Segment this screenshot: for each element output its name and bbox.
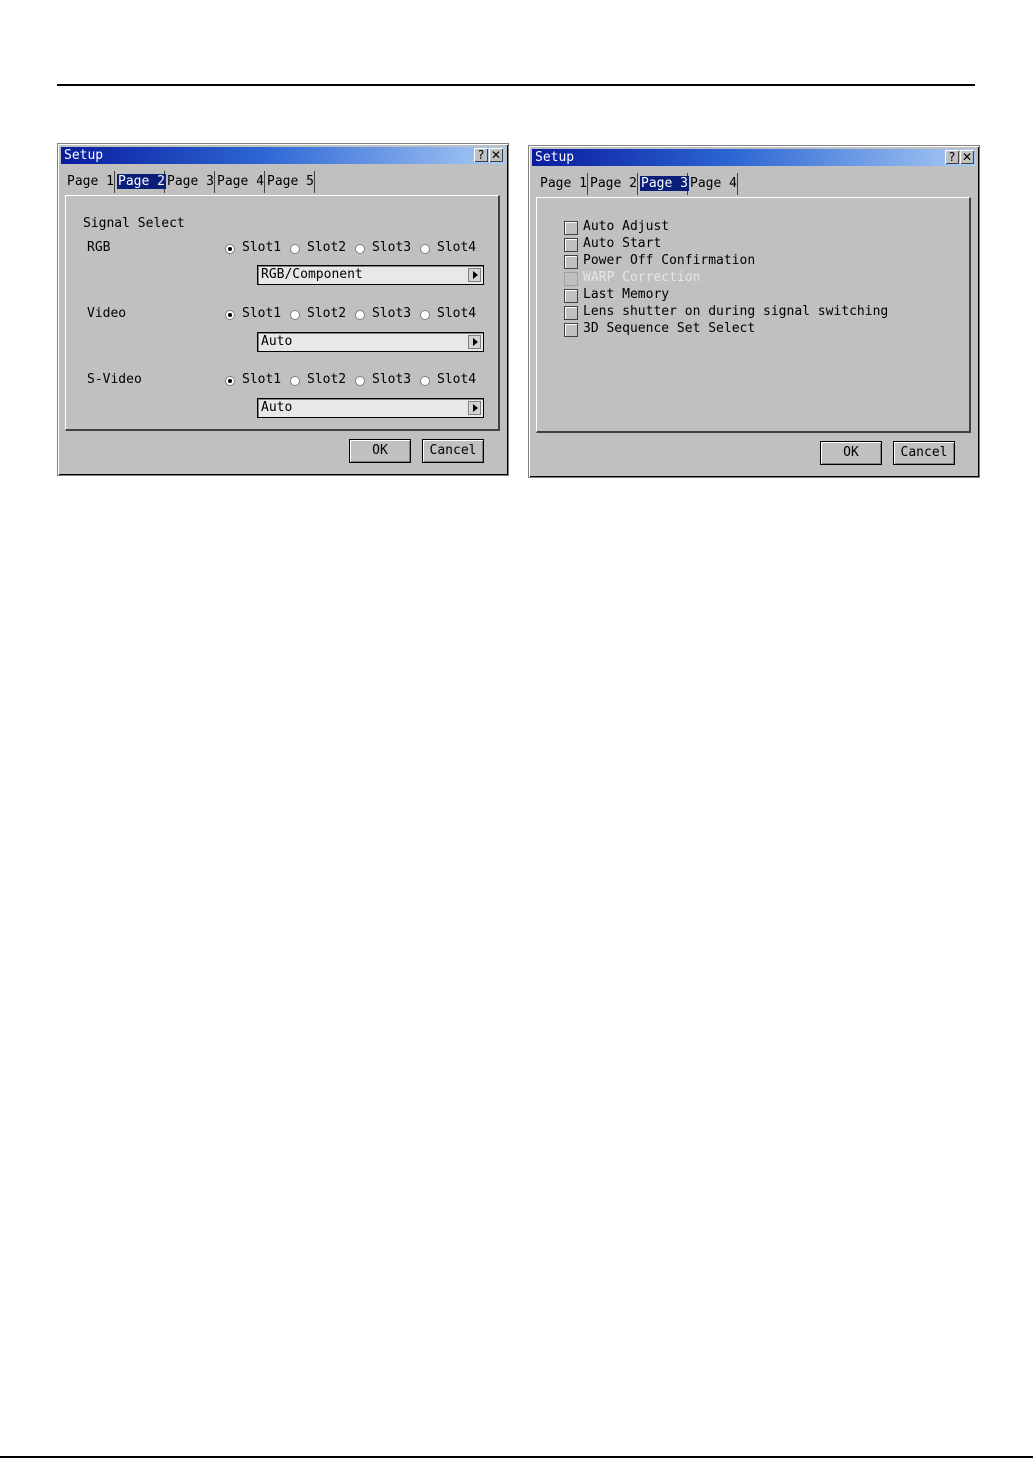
rgb-slot3-label: Slot3	[372, 240, 412, 255]
tab-page-3[interactable]: Page 3	[638, 173, 688, 195]
svideo-label: S-Video	[87, 372, 142, 387]
svideo-dropdown-value: Auto	[261, 400, 293, 415]
video-dropdown-value: Auto	[261, 334, 293, 349]
rgb-dropdown-value: RGB/Component	[261, 267, 363, 282]
auto-start-label: Auto Start	[583, 236, 662, 251]
3d-sequence-checkbox[interactable]	[564, 323, 578, 337]
video-slot3-radio[interactable]	[355, 310, 365, 320]
warp-correction-checkbox	[564, 272, 578, 286]
title-bar	[61, 147, 505, 164]
svideo-slot3-radio[interactable]	[355, 376, 365, 386]
svideo-slot4-label: Slot4	[437, 372, 477, 387]
video-signal-dropdown[interactable]	[257, 332, 484, 352]
rgb-slot1-radio[interactable]	[225, 244, 235, 254]
setup-dialog-page2	[57, 143, 509, 476]
tab-page-1[interactable]: Page 1	[538, 173, 588, 195]
help-icon[interactable]: ?	[474, 148, 488, 162]
svideo-slot4-radio[interactable]	[420, 376, 430, 386]
auto-adjust-checkbox[interactable]	[564, 221, 578, 235]
power-off-confirmation-checkbox[interactable]	[564, 255, 578, 269]
lens-shutter-label: Lens shutter on during signal switching	[583, 304, 889, 319]
bottom-rule	[0, 1456, 1033, 1458]
video-slot4-radio[interactable]	[420, 310, 430, 320]
rgb-slot4-radio[interactable]	[420, 244, 430, 254]
video-slot1-radio[interactable]	[225, 310, 235, 320]
rgb-slot2-radio[interactable]	[290, 244, 300, 254]
video-slot4-label: Slot4	[437, 306, 477, 321]
ok-button[interactable]: OK	[349, 439, 411, 463]
svideo-signal-dropdown[interactable]	[257, 398, 484, 418]
help-icon[interactable]: ?	[945, 150, 959, 164]
svideo-slot2-radio[interactable]	[290, 376, 300, 386]
svideo-slot2-label: Slot2	[307, 372, 347, 387]
top-rule	[57, 84, 975, 86]
section-title: Signal Select	[83, 216, 185, 231]
dialog-title: Setup	[64, 148, 104, 163]
cancel-button[interactable]: Cancel	[422, 439, 484, 463]
close-icon[interactable]: ✕	[961, 150, 973, 164]
dialog-title: Setup	[535, 150, 575, 165]
cancel-button[interactable]: Cancel	[893, 441, 955, 465]
tab-page-1[interactable]: Page 1	[65, 171, 115, 193]
tab-page-2[interactable]: Page 2	[115, 171, 165, 193]
tab-page-4[interactable]: Page 4	[215, 171, 265, 193]
video-slot2-label: Slot2	[307, 306, 347, 321]
setup-dialog-page3	[528, 145, 980, 478]
dropdown-arrow-icon[interactable]	[468, 268, 481, 282]
power-off-confirmation-label: Power Off Confirmation	[583, 253, 756, 268]
tab-page-5[interactable]: Page 5	[265, 171, 315, 193]
last-memory-label: Last Memory	[583, 287, 670, 302]
tab-panel	[65, 195, 500, 431]
tab-page-4[interactable]: Page 4	[688, 173, 738, 195]
tab-page-3[interactable]: Page 3	[165, 171, 215, 193]
video-slot3-label: Slot3	[372, 306, 412, 321]
svideo-slot1-radio[interactable]	[225, 376, 235, 386]
dropdown-arrow-icon[interactable]	[468, 401, 481, 415]
rgb-slot2-label: Slot2	[307, 240, 347, 255]
tab-panel	[536, 197, 971, 433]
tab-page-2[interactable]: Page 2	[588, 173, 638, 195]
auto-adjust-label: Auto Adjust	[583, 219, 670, 234]
svideo-slot3-label: Slot3	[372, 372, 412, 387]
lens-shutter-checkbox[interactable]	[564, 306, 578, 320]
rgb-label: RGB	[87, 240, 111, 255]
video-slot1-label: Slot1	[242, 306, 282, 321]
rgb-slot1-label: Slot1	[242, 240, 282, 255]
last-memory-checkbox[interactable]	[564, 289, 578, 303]
svideo-slot1-label: Slot1	[242, 372, 282, 387]
3d-sequence-label: 3D Sequence Set Select	[583, 321, 756, 336]
auto-start-checkbox[interactable]	[564, 238, 578, 252]
dropdown-arrow-icon[interactable]	[468, 335, 481, 349]
video-label: Video	[87, 306, 127, 321]
ok-button[interactable]: OK	[820, 441, 882, 465]
close-icon[interactable]: ✕	[490, 148, 502, 162]
rgb-signal-dropdown[interactable]	[257, 265, 484, 285]
video-slot2-radio[interactable]	[290, 310, 300, 320]
rgb-slot4-label: Slot4	[437, 240, 477, 255]
warp-correction-label: WARP Correction	[583, 270, 701, 285]
title-bar	[532, 149, 976, 166]
rgb-slot3-radio[interactable]	[355, 244, 365, 254]
